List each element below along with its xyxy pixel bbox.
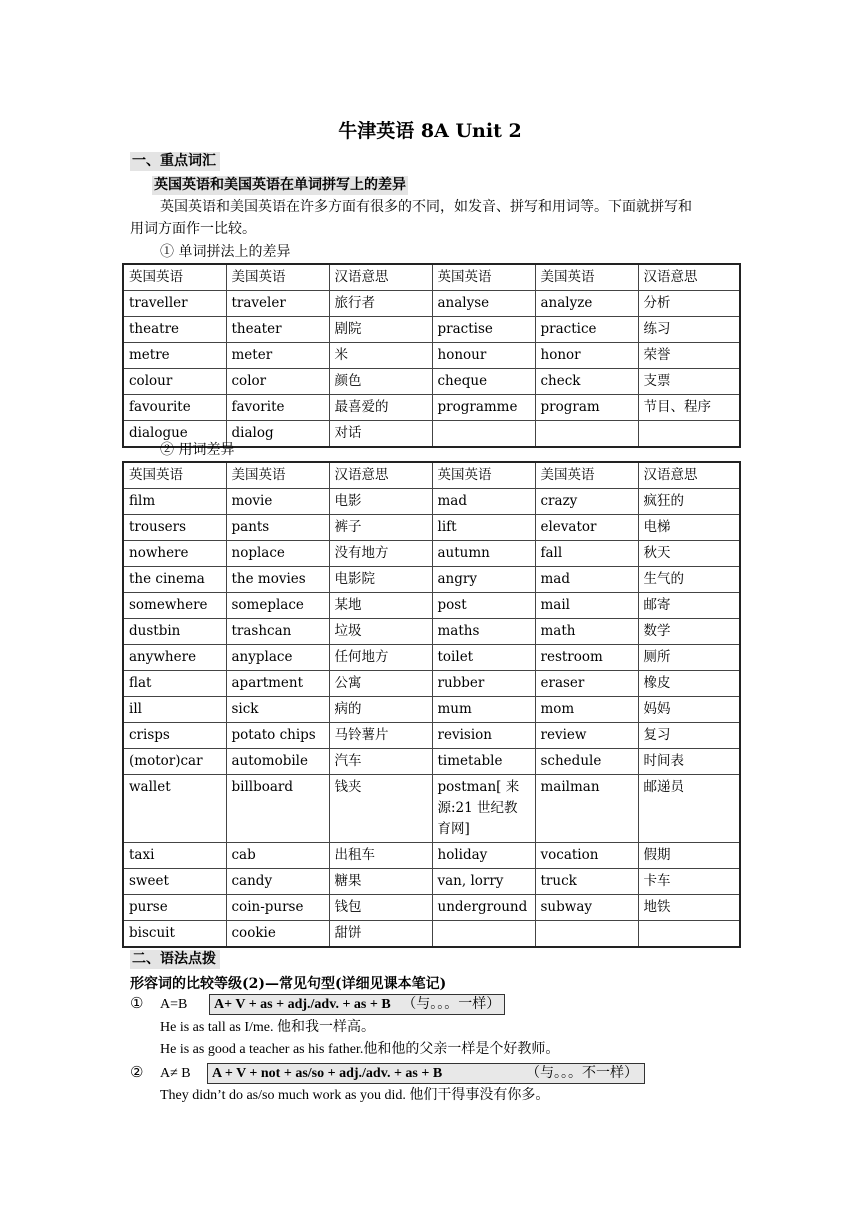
table-cell: the cinema [123,567,226,593]
table-cell: dustbin [123,619,226,645]
table-cell: 电影院 [329,567,432,593]
table-header-row [123,264,740,291]
table-cell [535,921,638,948]
section-heading-vocabulary: 一、重点词汇 [130,152,220,171]
table-cell: revision [432,723,535,749]
table-cell: mum [432,697,535,723]
table-cell: 疯狂的 [638,489,740,515]
table-cell: 节目、程序 [638,395,740,421]
example-sentence: They didn’t do as/so much work as you did. 他们干得事没有你多。 [160,1088,550,1103]
table-cell: 钱夹 [329,775,432,843]
table-cell: billboard [226,775,329,843]
table-cell: potato chips [226,723,329,749]
subheading-spelling-differences: 英国英语和美国英语在单词拼写上的差异 [154,177,406,193]
table-cell: 没有地方 [329,541,432,567]
table-cell: 米 [329,343,432,369]
table-cell: vocation [535,843,638,869]
table-cell: math [535,619,638,645]
item-label: A=B [160,997,188,1012]
table-cell: 某地 [329,593,432,619]
table-cell: review [535,723,638,749]
example-sentence: He is as tall as I/me. 他和我一样高。 [160,1020,376,1035]
section-heading-grammar: 二、语法点拨 [130,950,220,969]
table-cell: 出租车 [329,843,432,869]
table-cell [432,421,535,448]
column-header: 英国英语 [123,462,226,489]
table-cell: crisps [123,723,226,749]
table-cell: 秋天 [638,541,740,567]
table-cell: purse [123,895,226,921]
column-header: 汉语意思 [638,462,740,489]
table-row [123,541,740,567]
table-cell: (motor)car [123,749,226,775]
table-row [123,343,740,369]
table-cell: schedule [535,749,638,775]
table-row [123,317,740,343]
column-header: 汉语意思 [329,264,432,291]
pattern-meaning: （与。。。一样） [402,997,501,1012]
column-header: 美国英语 [226,264,329,291]
table-row [123,567,740,593]
table-cell: the movies [226,567,329,593]
table-cell: 病的 [329,697,432,723]
table-cell: lift [432,515,535,541]
table-cell: 厕所 [638,645,740,671]
table-row [123,593,740,619]
table-cell: analyze [535,291,638,317]
table-cell: metre [123,343,226,369]
table-cell: favorite [226,395,329,421]
table-cell: somewhere [123,593,226,619]
table-cell: theater [226,317,329,343]
table-row [123,619,740,645]
table-cell: mail [535,593,638,619]
table-cell: 颜色 [329,369,432,395]
item-marker: ② [130,1063,144,1081]
table-cell: automobile [226,749,329,775]
pattern-meaning: （与。。。不一样） [526,1066,638,1081]
table-cell: 数学 [638,619,740,645]
table-cell: crazy [535,489,638,515]
table-row [123,749,740,775]
table-cell: van, lorry [432,869,535,895]
intro-paragraph-line2: 用词方面作一比较。 [130,221,256,237]
table-row [123,921,740,948]
table-cell: taxi [123,843,226,869]
table-cell: 妈妈 [638,697,740,723]
table-cell: movie [226,489,329,515]
table-cell: flat [123,671,226,697]
table-cell: 对话 [329,421,432,448]
table-cell: 练习 [638,317,740,343]
table-cell [535,421,638,448]
table-cell: post [432,593,535,619]
usage-differences-table [122,461,741,948]
table-cell: subway [535,895,638,921]
table-cell: traveller [123,291,226,317]
usage-differences-label: ② 用词差异 [160,442,235,458]
spelling-differences-table [122,263,741,448]
table-cell: coin-purse [226,895,329,921]
table-cell: noplace [226,541,329,567]
table-row [123,775,740,843]
table-cell: restroom [535,645,638,671]
table-cell: dialog [226,421,329,448]
table-cell: programme [432,395,535,421]
table-row [123,291,740,317]
table-row [123,395,740,421]
table-cell: 邮寄 [638,593,740,619]
pattern-text: A+ V + as + adj./adv. + as + B [214,997,391,1012]
table-row [123,671,740,697]
table-cell: 电梯 [638,515,740,541]
table-cell: ill [123,697,226,723]
table-cell [638,421,740,448]
table-cell: rubber [432,671,535,697]
table-cell: someplace [226,593,329,619]
table-cell: underground [432,895,535,921]
table-cell: check [535,369,638,395]
table-cell: theatre [123,317,226,343]
table-cell: nowhere [123,541,226,567]
table-cell: 分析 [638,291,740,317]
column-header: 汉语意思 [329,462,432,489]
column-header: 美国英语 [535,462,638,489]
table-cell: sick [226,697,329,723]
table-cell: mailman [535,775,638,843]
sentence-pattern-box [209,994,505,1015]
table-cell: 糖果 [329,869,432,895]
table-cell: 剧院 [329,317,432,343]
table-cell: 生气的 [638,567,740,593]
table-cell: apartment [226,671,329,697]
table-cell: fall [535,541,638,567]
table-cell: elevator [535,515,638,541]
table-cell: traveler [226,291,329,317]
table-cell: analyse [432,291,535,317]
table-cell: 裤子 [329,515,432,541]
table-cell: wallet [123,775,226,843]
table-cell: trousers [123,515,226,541]
table-cell: truck [535,869,638,895]
table-header-row [123,462,740,489]
table-cell: 地铁 [638,895,740,921]
table-cell: 邮递员 [638,775,740,843]
table-cell: dialogue [123,421,226,448]
table-cell: postman[ 来源:21 世纪教育网] [432,775,535,843]
table-cell: cookie [226,921,329,948]
table-cell: mad [432,489,535,515]
spelling-differences-label: ① 单词拼法上的差异 [160,244,291,260]
table-cell: 垃圾 [329,619,432,645]
table-cell: candy [226,869,329,895]
table-cell: sweet [123,869,226,895]
page-title: 牛津英语 8A Unit 2 [338,120,522,142]
table-cell: 最喜爱的 [329,395,432,421]
sentence-pattern-box [207,1063,645,1084]
table-row [123,843,740,869]
table-cell: mad [535,567,638,593]
table-cell: 荣誉 [638,343,740,369]
grammar-subheading: 形容词的比较等级(2)—常见句型(详细见课本笔记) [130,976,447,992]
table-cell: angry [432,567,535,593]
table-cell: biscuit [123,921,226,948]
table-cell: 复习 [638,723,740,749]
table-cell: 橡皮 [638,671,740,697]
table-cell: 钱包 [329,895,432,921]
item-label: A≠ B [160,1066,191,1081]
table-cell: colour [123,369,226,395]
column-header: 美国英语 [535,264,638,291]
table-row [123,645,740,671]
table-cell: cheque [432,369,535,395]
table-cell: 支票 [638,369,740,395]
table-cell: 旅行者 [329,291,432,317]
pattern-text: A + V + not + as/so + adj./adv. + as + B [212,1066,443,1081]
example-sentence: He is as good a teacher as his father.他和他的父亲一样是个好教师。 [160,1042,560,1057]
table-cell: honour [432,343,535,369]
column-header: 美国英语 [226,462,329,489]
intro-paragraph-line1: 英国英语和美国英语在许多方面有很多的不同，如发音、拼写和用词等。下面就拼写和 [160,199,692,215]
table-cell: toilet [432,645,535,671]
column-header: 英国英语 [123,264,226,291]
table-cell: 汽车 [329,749,432,775]
table-cell: cab [226,843,329,869]
table-row [123,895,740,921]
table-cell: timetable [432,749,535,775]
table-cell: practise [432,317,535,343]
table-cell: film [123,489,226,515]
table-row [123,869,740,895]
table-row [123,697,740,723]
table-row [123,515,740,541]
column-header: 英国英语 [432,264,535,291]
table-cell [432,921,535,948]
column-header: 英国英语 [432,462,535,489]
table-cell [638,921,740,948]
table-cell: anyplace [226,645,329,671]
table-cell: 假期 [638,843,740,869]
table-row [123,369,740,395]
table-cell: pants [226,515,329,541]
column-header: 汉语意思 [638,264,740,291]
table-cell: maths [432,619,535,645]
table-cell: trashcan [226,619,329,645]
item-marker: ① [130,994,144,1012]
table-cell: eraser [535,671,638,697]
table-cell: 电影 [329,489,432,515]
table-row [123,489,740,515]
table-cell: color [226,369,329,395]
table-cell: 任何地方 [329,645,432,671]
table-cell: autumn [432,541,535,567]
table-cell: 甜饼 [329,921,432,948]
table-cell: 公寓 [329,671,432,697]
table-cell: anywhere [123,645,226,671]
table-row [123,723,740,749]
table-cell: honor [535,343,638,369]
table-cell: 马铃薯片 [329,723,432,749]
table-cell: 卡车 [638,869,740,895]
table-cell: mom [535,697,638,723]
table-cell: practice [535,317,638,343]
table-cell: favourite [123,395,226,421]
table-cell: holiday [432,843,535,869]
table-cell: 时间表 [638,749,740,775]
table-cell: meter [226,343,329,369]
table-cell: program [535,395,638,421]
